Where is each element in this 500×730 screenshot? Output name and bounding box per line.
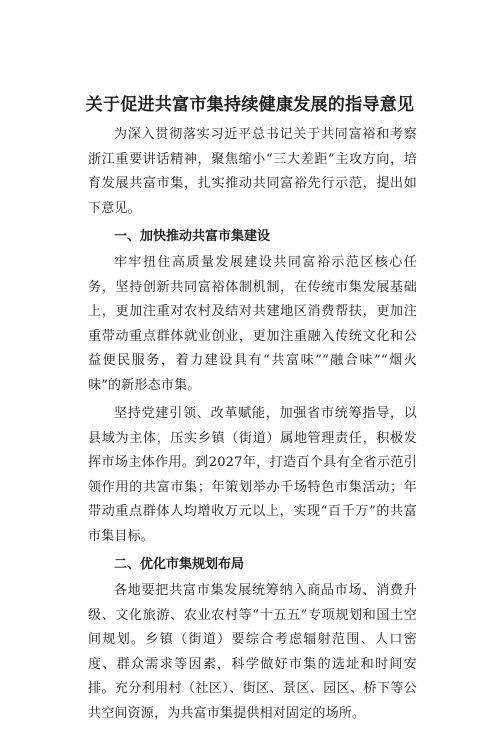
section-paragraph: 坚持党建引领、改革赋能，加强省市统筹指导，以县域为主体，压实乡镇（街道）属地管理责任，积极发挥市场主体作用。到2027年，打造百个具有全省示范引领作用的共富市集；年策划举办千场特色市集活动；年带动重点群体人均增收万元以上，实现“百千万”的共富市集目标。 xyxy=(88,406,417,544)
section-heading: 二、优化市集规划布局 xyxy=(114,557,245,572)
section-paragraph: 各地要把共富市集发展统筹纳入商品市场、消费升级、文化旅游、农业农村等“十五五”专项规划和国土空间规划。乡镇（街道）要综合考虑辐射范围、人口密度、群众需求等因素，科学做好市集的选址和时间安排。充分利用村（社区）、街区、景区、园区、桥下等公共空间资源，为共富市集提供相对固定的场所。 xyxy=(88,583,417,721)
document-title: 关于促进共富市集持续健康发展的指导意见 xyxy=(85,95,415,115)
section-1 xyxy=(88,225,417,549)
intro-paragraph: 为深入贯彻落实习近平总书记关于共同富裕和考察浙江重要讲话精神，聚焦缩小“三大差距”主攻方向，培育发展共富市集，扎实推动共同富裕先行示范，提出如下意见。 xyxy=(88,127,417,216)
section-paragraph: 牢牢扭住高质量发展建设共同富裕示范区核心任务，坚持创新共同富裕体制机制，在传统市集发展基础上，更加注重对农村及结对共建地区消费帮扶，更加注重带动重点群体就业创业，更加注重融入传统文化和公益便民服务，着力建设具有“共富味”“融合味”“烟火味”的新形态市集。 xyxy=(88,255,417,393)
section-heading: 一、加快推动共富市集建设 xyxy=(114,229,271,244)
document-body xyxy=(88,123,417,730)
section-2 xyxy=(88,553,417,726)
